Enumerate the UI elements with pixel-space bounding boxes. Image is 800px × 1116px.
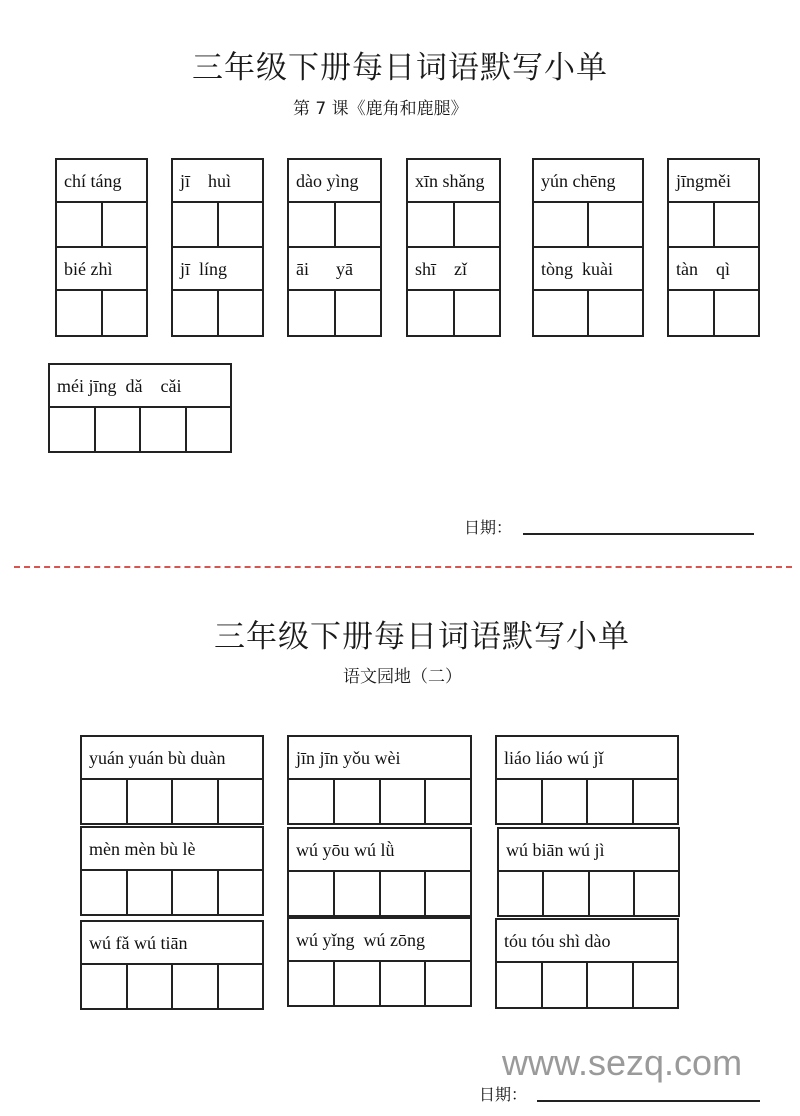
writing-cell[interactable] bbox=[103, 203, 147, 246]
writing-cell[interactable] bbox=[187, 408, 231, 453]
date-input-line[interactable] bbox=[537, 1100, 760, 1102]
word-card-3 bbox=[287, 158, 382, 337]
writing-cell[interactable] bbox=[669, 203, 715, 246]
pinyin-label: shī zǐ bbox=[408, 248, 499, 291]
writing-grid bbox=[289, 780, 470, 825]
writing-grid bbox=[289, 872, 470, 917]
writing-grid bbox=[669, 203, 758, 248]
writing-cell[interactable] bbox=[544, 872, 589, 917]
writing-cell[interactable] bbox=[82, 965, 128, 1010]
writing-cell[interactable] bbox=[543, 963, 589, 1008]
pinyin-label: jī huì bbox=[173, 160, 262, 203]
writing-cell[interactable] bbox=[173, 871, 219, 916]
pinyin-label: āi yā bbox=[289, 248, 380, 291]
writing-cell[interactable] bbox=[408, 203, 455, 246]
writing-grid bbox=[669, 291, 758, 336]
date-input-line[interactable] bbox=[523, 533, 754, 535]
pinyin-label: mèn mèn bù lè bbox=[82, 828, 262, 871]
site-watermark: www.sezq.com bbox=[502, 1042, 743, 1083]
pinyin-label: méi jīng dǎ cǎi bbox=[50, 365, 230, 408]
pinyin-label: tàn qì bbox=[669, 248, 758, 291]
word-card-4 bbox=[406, 158, 501, 337]
writing-cell[interactable] bbox=[57, 203, 103, 246]
writing-cell[interactable] bbox=[669, 291, 715, 336]
writing-cell[interactable] bbox=[173, 780, 219, 825]
date-label: 日期： bbox=[464, 518, 513, 537]
writing-cell[interactable] bbox=[289, 872, 335, 917]
writing-cell[interactable] bbox=[634, 963, 678, 1008]
writing-cell[interactable] bbox=[103, 291, 147, 336]
word-card-5 bbox=[532, 158, 644, 337]
writing-cell[interactable] bbox=[534, 291, 589, 336]
sheet1-subtitle: 第 7 课《鹿角和鹿腿》 bbox=[293, 99, 468, 119]
writing-cell[interactable] bbox=[455, 291, 500, 336]
writing-cell[interactable] bbox=[381, 872, 427, 917]
pinyin-label: jīn jīn yǒu wèi bbox=[289, 737, 470, 780]
writing-grid bbox=[408, 203, 499, 248]
writing-cell[interactable] bbox=[588, 780, 634, 825]
writing-cell[interactable] bbox=[543, 780, 589, 825]
writing-cell[interactable] bbox=[635, 872, 678, 917]
writing-cell[interactable] bbox=[499, 872, 544, 917]
writing-cell[interactable] bbox=[219, 965, 263, 1010]
pinyin-label: yuán yuán bù duàn bbox=[82, 737, 262, 780]
writing-cell[interactable] bbox=[289, 962, 335, 1007]
pinyin-label: liáo liáo wú jǐ bbox=[497, 737, 677, 780]
writing-cell[interactable] bbox=[289, 291, 336, 336]
writing-grid bbox=[173, 203, 262, 248]
writing-cell[interactable] bbox=[82, 780, 128, 825]
writing-cell[interactable] bbox=[128, 965, 174, 1010]
pinyin-label: dào yìng bbox=[289, 160, 380, 203]
sheet2-subtitle: 语文园地（二） bbox=[343, 667, 462, 687]
writing-cell[interactable] bbox=[57, 291, 103, 336]
writing-cell[interactable] bbox=[534, 203, 589, 246]
sheet1-title: 三年级下册每日词语默写小单 bbox=[192, 50, 608, 86]
writing-grid bbox=[289, 291, 380, 336]
writing-cell[interactable] bbox=[219, 291, 263, 336]
pinyin-label: tòng kuài bbox=[534, 248, 642, 291]
writing-cell[interactable] bbox=[497, 780, 543, 825]
writing-cell[interactable] bbox=[426, 780, 470, 825]
writing-cell[interactable] bbox=[128, 780, 174, 825]
pinyin-label: yún chēng bbox=[534, 160, 642, 203]
writing-cell[interactable] bbox=[715, 291, 759, 336]
writing-cell[interactable] bbox=[426, 872, 470, 917]
writing-cell[interactable] bbox=[335, 872, 381, 917]
writing-cell[interactable] bbox=[219, 203, 263, 246]
pinyin-label: xīn shǎng bbox=[408, 160, 499, 203]
writing-grid bbox=[82, 965, 262, 1010]
pinyin-label: chí táng bbox=[57, 160, 146, 203]
idiom-card bbox=[287, 827, 472, 917]
idiom-card bbox=[497, 827, 680, 917]
word-card-wide bbox=[48, 363, 232, 453]
writing-cell[interactable] bbox=[289, 780, 335, 825]
sheet2-title: 三年级下册每日词语默写小单 bbox=[214, 619, 630, 655]
writing-cell[interactable] bbox=[381, 780, 427, 825]
idiom-card bbox=[80, 920, 264, 1010]
writing-cell[interactable] bbox=[589, 203, 642, 246]
writing-grid bbox=[534, 291, 642, 336]
writing-cell[interactable] bbox=[173, 965, 219, 1010]
writing-grid bbox=[499, 872, 678, 917]
writing-cell[interactable] bbox=[588, 963, 634, 1008]
pinyin-label: tóu tóu shì dào bbox=[497, 920, 677, 963]
writing-grid bbox=[82, 780, 262, 825]
writing-cell[interactable] bbox=[408, 291, 455, 336]
idiom-card bbox=[287, 917, 472, 1007]
writing-cell[interactable] bbox=[497, 963, 543, 1008]
idiom-card bbox=[80, 826, 264, 916]
pinyin-label: wú yōu wú lǜ bbox=[289, 829, 470, 872]
cut-separator bbox=[14, 566, 792, 568]
writing-cell[interactable] bbox=[589, 291, 642, 336]
word-card-2 bbox=[171, 158, 264, 337]
idiom-card bbox=[80, 735, 264, 825]
writing-grid bbox=[50, 408, 230, 453]
writing-grid bbox=[82, 871, 262, 916]
writing-cell[interactable] bbox=[82, 871, 128, 916]
writing-cell[interactable] bbox=[289, 203, 336, 246]
word-card-1 bbox=[55, 158, 148, 337]
writing-cell[interactable] bbox=[336, 203, 381, 246]
writing-cell[interactable] bbox=[173, 291, 219, 336]
writing-grid bbox=[497, 963, 677, 1008]
writing-cell[interactable] bbox=[455, 203, 500, 246]
writing-cell[interactable] bbox=[173, 203, 219, 246]
writing-grid bbox=[534, 203, 642, 248]
writing-cell[interactable] bbox=[141, 408, 187, 453]
pinyin-label: bié zhì bbox=[57, 248, 146, 291]
writing-cell[interactable] bbox=[336, 291, 381, 336]
writing-cell[interactable] bbox=[219, 780, 263, 825]
writing-cell[interactable] bbox=[335, 780, 381, 825]
writing-cell[interactable] bbox=[128, 871, 174, 916]
word-card-6 bbox=[667, 158, 760, 337]
writing-cell[interactable] bbox=[426, 962, 470, 1007]
writing-cell[interactable] bbox=[715, 203, 759, 246]
writing-grid bbox=[497, 780, 677, 825]
pinyin-label: jī líng bbox=[173, 248, 262, 291]
writing-cell[interactable] bbox=[219, 871, 263, 916]
writing-cell[interactable] bbox=[96, 408, 142, 453]
writing-cell[interactable] bbox=[50, 408, 96, 453]
writing-cell[interactable] bbox=[634, 780, 678, 825]
idiom-card bbox=[287, 735, 472, 825]
writing-grid bbox=[173, 291, 262, 336]
writing-grid bbox=[289, 962, 470, 1007]
idiom-card bbox=[495, 918, 679, 1009]
writing-cell[interactable] bbox=[381, 962, 427, 1007]
pinyin-label: wú yǐng wú zōng bbox=[289, 919, 470, 962]
pinyin-label: jīngměi bbox=[669, 160, 758, 203]
idiom-card bbox=[495, 735, 679, 825]
writing-cell[interactable] bbox=[335, 962, 381, 1007]
writing-grid bbox=[289, 203, 380, 248]
writing-cell[interactable] bbox=[590, 872, 635, 917]
date-label: 日期： bbox=[479, 1085, 528, 1104]
writing-grid bbox=[57, 291, 146, 336]
writing-grid bbox=[408, 291, 499, 336]
writing-grid bbox=[57, 203, 146, 248]
pinyin-label: wú biān wú jì bbox=[499, 829, 678, 872]
pinyin-label: wú fǎ wú tiān bbox=[82, 922, 262, 965]
